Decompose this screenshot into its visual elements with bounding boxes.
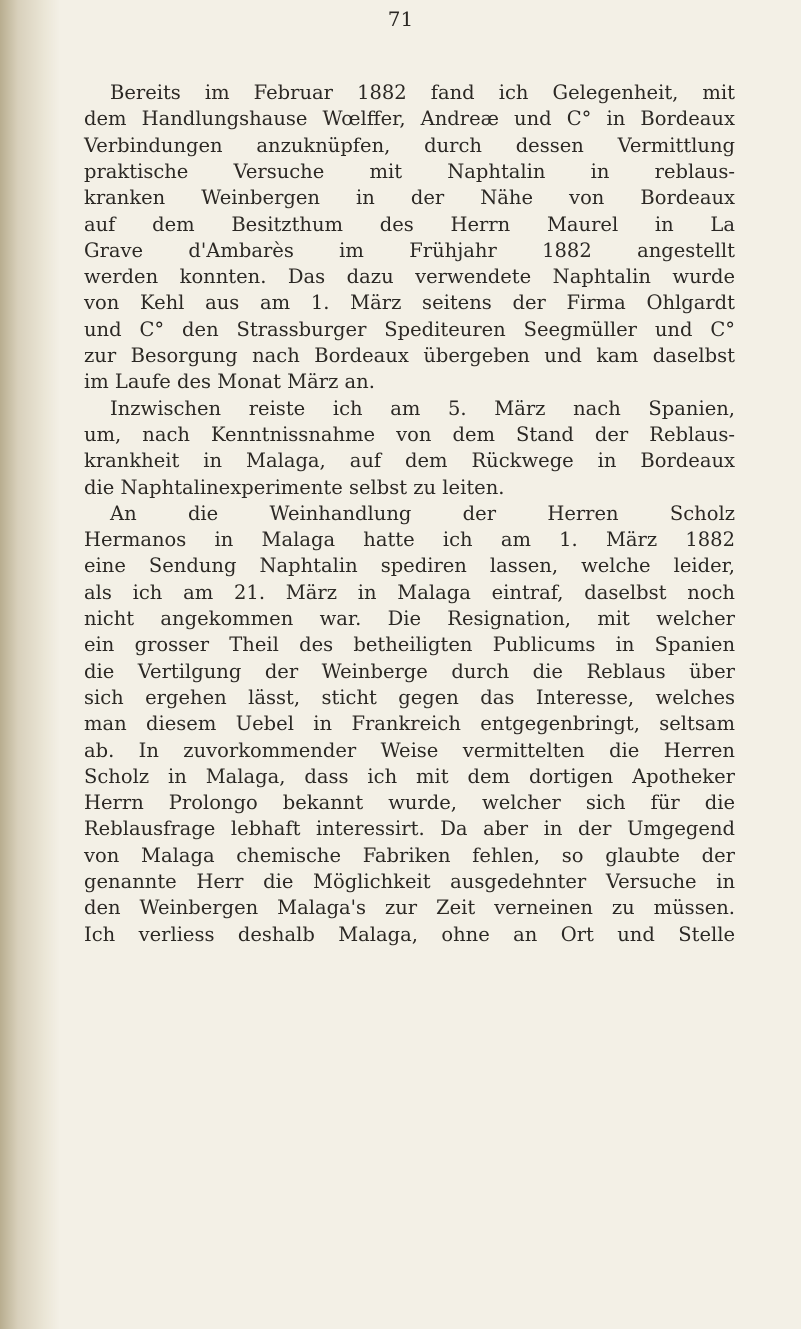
text-line: um, nach Kenntnissnahme von dem Stand der Reblaus- <box>84 422 735 446</box>
text-line: von Kehl aus am 1. März seitens der Firma Ohlgardt <box>84 291 735 315</box>
text-line: An die Weinhandlung der Herren Scholz <box>110 501 735 525</box>
text-line: ein grosser Theil des betheiligten Publicums in Spanien <box>84 633 735 657</box>
text-line: nicht angekommen war. Die Resignation, mit welcher <box>84 607 735 630</box>
text-line: im Laufe des Monat März an. <box>84 370 375 394</box>
text-line: ab. In zuvorkommender Weise vermittelten die Herren <box>84 738 735 762</box>
text-line: werden konnten. Das dazu verwendete Naphtalin wurde <box>84 265 735 289</box>
text-line: Bereits im Februar 1882 fand ich Gelegenheit, mit <box>110 81 735 104</box>
text-line: Hermanos in Malaga hatte ich am 1. März 1882 <box>84 528 735 552</box>
text-line: Scholz in Malaga, dass ich mit dem dortigen Apotheker <box>84 764 735 788</box>
text-line: kranken Weinbergen in der Nähe von Bordeaux <box>84 186 735 210</box>
text-line: praktische Versuche mit Naphtalin in reblaus- <box>84 159 735 183</box>
text-line: Verbindungen anzuknüpfen, durch dessen Vermittlung <box>84 133 735 157</box>
text-line: als ich am 21. März in Malaga eintraf, daselbst noch <box>84 580 735 604</box>
text-line: Inzwischen reiste ich am 5. März nach Spanien, <box>110 396 735 420</box>
text-line: sich ergehen lässt, sticht gegen das Interesse, welches <box>84 685 735 709</box>
page-gutter-shadow <box>0 0 60 1329</box>
text-line: Grave d'Ambarès im Frühjahr 1882 angestellt <box>84 238 735 262</box>
text-line: genannte Herr die Möglichkeit ausgedehnter Versuche in <box>84 870 735 893</box>
text-line: die Vertilgung der Weinberge durch die Reblaus über <box>84 659 735 683</box>
text-line: von Malaga chemische Fabriken fehlen, so glaubte der <box>84 843 735 867</box>
text-line: zur Besorgung nach Bordeaux übergeben und kam daselbst <box>84 344 735 367</box>
text-line: auf dem Besitzthum des Herrn Maurel in La <box>84 212 735 236</box>
text-line: dem Handlungshause Wœlffer, Andreæ und C° in Bordeaux <box>84 107 735 131</box>
text-line: und C° den Strassburger Spediteuren Seegmüller und C° <box>84 317 735 341</box>
page-number: 71 <box>387 7 414 31</box>
text-line: den Weinbergen Malaga's zur Zeit verneinen zu müssen. <box>84 896 735 920</box>
text-line: die Naphtalinexperimente selbst zu leiten. <box>84 475 505 499</box>
text-line: Herrn Prolongo bekannt wurde, welcher sich für die <box>84 791 735 815</box>
text-line: krankheit in Malaga, auf dem Rückwege in Bordeaux <box>84 449 735 473</box>
text-line: Ich verliess deshalb Malaga, ohne an Ort und Stelle <box>84 922 735 946</box>
text-line: man diesem Uebel in Frankreich entgegenbringt, seltsam <box>84 712 735 736</box>
text-line: Reblausfrage lebhaft interessirt. Da aber in der Umgegend <box>84 817 735 841</box>
text-line: eine Sendung Naphtalin spediren lassen, welche leider, <box>84 554 735 578</box>
